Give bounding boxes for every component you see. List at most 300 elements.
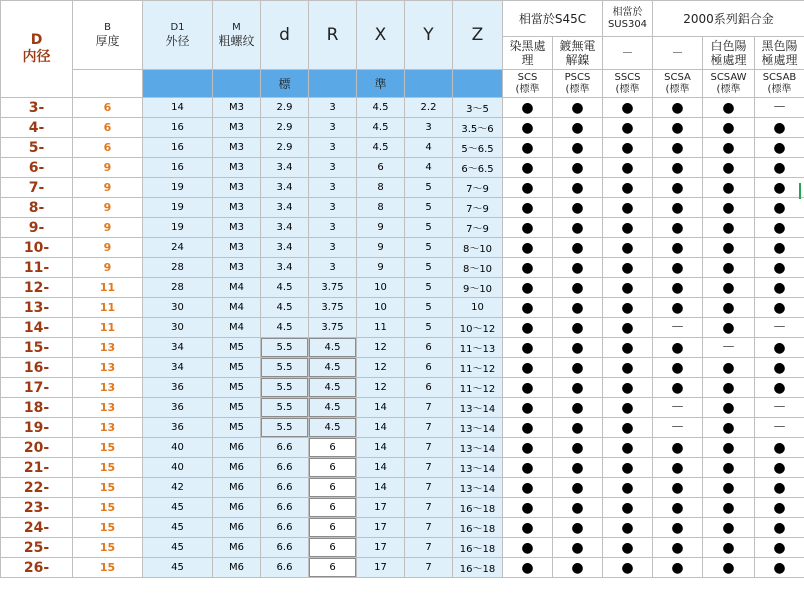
header-sub-white-line1: 白色陽 (710, 39, 747, 53)
cell-scsab: ● (755, 558, 804, 578)
cell-scs: ● (503, 358, 553, 378)
cell-sscs: ● (603, 258, 653, 278)
cell-x: 4.5 (357, 98, 405, 118)
cell-sscs: ● (603, 338, 653, 358)
cell-b: 13 (73, 338, 143, 358)
cell-d: 6- (1, 158, 73, 178)
cell-d1: 16 (143, 118, 213, 138)
cell-m: M3 (213, 258, 261, 278)
cell-sscs: ● (603, 498, 653, 518)
cell-scs: ● (503, 138, 553, 158)
cell-x: 17 (357, 498, 405, 518)
cell-scsab: ● (755, 358, 804, 378)
cell-scsa: ● (653, 558, 703, 578)
cell-scsa: ● (653, 278, 703, 298)
table-row (1, 158, 804, 178)
cell-d: 9- (1, 218, 73, 238)
code-scsaw-name: SCSAW (710, 71, 747, 83)
cell-scsa: － (653, 418, 703, 438)
cell-y: 3 (405, 118, 453, 138)
header-col-r: R (309, 1, 357, 70)
cell-scsab: ● (755, 238, 804, 258)
cell-r: 3 (309, 238, 357, 258)
header-d1-outer-diameter (143, 1, 213, 70)
cell-d-small: 3.4 (261, 238, 309, 258)
header-m-label: M (232, 22, 241, 33)
cell-scsaw: ● (703, 478, 755, 498)
cell-scsa: ● (653, 358, 703, 378)
std-y-cell (405, 70, 453, 98)
cell-scsaw: ● (703, 158, 755, 178)
code-scsab-name: SCSAB (762, 71, 797, 83)
cell-d: 26- (1, 558, 73, 578)
cell-pscs: ● (553, 258, 603, 278)
cell-scsaw: ● (703, 218, 755, 238)
cell-d1: 45 (143, 498, 213, 518)
table-row (1, 138, 804, 158)
cell-b: 11 (73, 318, 143, 338)
cell-d: 17- (1, 378, 73, 398)
cell-d: 21- (1, 458, 73, 478)
code-scsa-note: (標準 (665, 83, 690, 95)
cell-pscs: ● (553, 418, 603, 438)
cell-y: 7 (405, 478, 453, 498)
cell-r: 3 (309, 258, 357, 278)
code-scsaw (703, 70, 755, 98)
cell-scsa: ● (653, 458, 703, 478)
cell-d-small: 3.4 (261, 218, 309, 238)
std-label-2: 準 (357, 70, 405, 98)
cell-m: M6 (213, 558, 261, 578)
cell-x: 9 (357, 238, 405, 258)
cell-pscs: ● (553, 338, 603, 358)
header-sub-nickel (553, 37, 603, 70)
cell-sscs: ● (603, 238, 653, 258)
cell-r: 6 (309, 558, 357, 578)
cell-b: 13 (73, 358, 143, 378)
cell-scsab: ● (755, 538, 804, 558)
cell-d1: 30 (143, 298, 213, 318)
table-row (1, 538, 804, 558)
cell-d1: 34 (143, 358, 213, 378)
cell-d1: 24 (143, 238, 213, 258)
table-row (1, 458, 804, 478)
cell-z: 13～14 (453, 458, 503, 478)
header-d-sub: 内径 (22, 49, 51, 65)
cell-d: 15- (1, 338, 73, 358)
cell-scsab: ● (755, 178, 804, 198)
cell-d-small: 3.4 (261, 158, 309, 178)
cell-x: 4.5 (357, 118, 405, 138)
cell-r: 6 (309, 478, 357, 498)
header-group-s45c: 相當於S45C (503, 1, 603, 37)
cell-scsaw: － (703, 338, 755, 358)
cell-scs: ● (503, 278, 553, 298)
table-row (1, 518, 804, 538)
cell-y: 2.2 (405, 98, 453, 118)
cell-y: 6 (405, 358, 453, 378)
cell-d-small: 6.6 (261, 458, 309, 478)
cell-z: 16～18 (453, 518, 503, 538)
cell-r: 3 (309, 178, 357, 198)
table-row (1, 478, 804, 498)
cell-scsa: ● (653, 498, 703, 518)
code-pscs-note: (標準 (565, 83, 590, 95)
cell-r: 3 (309, 138, 357, 158)
cell-sscs: ● (603, 218, 653, 238)
cell-z: 7～9 (453, 198, 503, 218)
cell-d1: 36 (143, 418, 213, 438)
cell-pscs: ● (553, 558, 603, 578)
cell-d: 14- (1, 318, 73, 338)
cell-d: 10- (1, 238, 73, 258)
cell-d-small: 3.4 (261, 178, 309, 198)
cell-scs: ● (503, 338, 553, 358)
cell-b: 15 (73, 498, 143, 518)
cell-scsa: ● (653, 258, 703, 278)
cell-scs: ● (503, 258, 553, 278)
cell-scsaw: ● (703, 318, 755, 338)
cell-pscs: ● (553, 398, 603, 418)
cell-d-small: 4.5 (261, 318, 309, 338)
cell-y: 7 (405, 438, 453, 458)
header-sub-nickel-line1: 鍍無電 (559, 39, 596, 53)
cell-sscs: ● (603, 478, 653, 498)
cell-x: 14 (357, 398, 405, 418)
cell-scsab: ● (755, 198, 804, 218)
cell-scsab: ● (755, 218, 804, 238)
cell-d-small: 6.6 (261, 518, 309, 538)
table-row (1, 378, 804, 398)
cell-pscs: ● (553, 478, 603, 498)
cell-scsaw: ● (703, 178, 755, 198)
cell-sscs: ● (603, 438, 653, 458)
cell-b: 15 (73, 538, 143, 558)
cell-d1: 45 (143, 538, 213, 558)
cell-r: 4.5 (309, 398, 357, 418)
cell-m: M3 (213, 178, 261, 198)
cell-scsaw: ● (703, 518, 755, 538)
cell-z: 13～14 (453, 418, 503, 438)
cell-b: 9 (73, 178, 143, 198)
cell-d-small: 2.9 (261, 138, 309, 158)
cell-pscs: ● (553, 238, 603, 258)
cell-scsaw: ● (703, 138, 755, 158)
code-sscs-note: (標準 (615, 83, 640, 95)
cell-scs: ● (503, 458, 553, 478)
cell-z: 10～12 (453, 318, 503, 338)
cell-m: M5 (213, 358, 261, 378)
cell-scsa: ● (653, 338, 703, 358)
cell-d: 7- (1, 178, 73, 198)
code-scs (503, 70, 553, 98)
cell-scsa: ● (653, 438, 703, 458)
header-b-label: B (104, 22, 111, 33)
table-row (1, 98, 804, 118)
cell-b: 6 (73, 118, 143, 138)
cell-d-small: 2.9 (261, 118, 309, 138)
cell-b: 6 (73, 138, 143, 158)
cell-scs: ● (503, 98, 553, 118)
cell-scs: ● (503, 478, 553, 498)
cell-b: 15 (73, 458, 143, 478)
cell-scsaw: ● (703, 258, 755, 278)
cell-b: 13 (73, 398, 143, 418)
cell-r: 4.5 (309, 358, 357, 378)
cell-z: 3～5 (453, 98, 503, 118)
cell-z: 7～9 (453, 178, 503, 198)
cell-scsa: － (653, 318, 703, 338)
header-d-inner-diameter (1, 1, 73, 98)
cell-scs: ● (503, 218, 553, 238)
cell-d1: 40 (143, 458, 213, 478)
cell-y: 7 (405, 518, 453, 538)
cell-b: 15 (73, 438, 143, 458)
cell-b: 9 (73, 218, 143, 238)
header-d-label: D (30, 32, 43, 48)
cell-scsab: ● (755, 518, 804, 538)
cell-scsab: ● (755, 458, 804, 478)
header-col-y: Y (405, 1, 453, 70)
cell-x: 17 (357, 518, 405, 538)
cell-scsab: ● (755, 478, 804, 498)
cell-m: M5 (213, 418, 261, 438)
cell-r: 3.75 (309, 278, 357, 298)
cell-r: 3 (309, 98, 357, 118)
header-sub-white-line2: 極處理 (710, 53, 747, 67)
cell-d1: 28 (143, 278, 213, 298)
cell-scsab: ● (755, 338, 804, 358)
cell-scsa: ● (653, 158, 703, 178)
cell-m: M3 (213, 98, 261, 118)
cell-d: 13- (1, 298, 73, 318)
cell-z: 10 (453, 298, 503, 318)
cell-scsab: ● (755, 138, 804, 158)
cell-scs: ● (503, 318, 553, 338)
cell-z: 11～12 (453, 358, 503, 378)
cell-scs: ● (503, 298, 553, 318)
cell-scs: ● (503, 538, 553, 558)
cell-selection-marker (799, 183, 804, 199)
cell-d: 19- (1, 418, 73, 438)
header-b-sub: 厚度 (95, 34, 120, 48)
cell-m: M4 (213, 318, 261, 338)
cell-z: 16～18 (453, 558, 503, 578)
cell-z: 9～10 (453, 278, 503, 298)
cell-y: 7 (405, 498, 453, 518)
cell-scsa: ● (653, 518, 703, 538)
cell-z: 16～18 (453, 498, 503, 518)
cell-b: 9 (73, 158, 143, 178)
table-row (1, 318, 804, 338)
cell-d1: 36 (143, 398, 213, 418)
cell-scs: ● (503, 178, 553, 198)
cell-scsaw: ● (703, 418, 755, 438)
cell-pscs: ● (553, 158, 603, 178)
cell-sscs: ● (603, 378, 653, 398)
cell-sscs: ● (603, 198, 653, 218)
header-sub-dash-2: － (653, 37, 703, 70)
cell-sscs: ● (603, 558, 653, 578)
table-row (1, 398, 804, 418)
table-row (1, 498, 804, 518)
header-m-thread (213, 1, 261, 70)
std-label-1: 標 (261, 70, 309, 98)
cell-m: M5 (213, 338, 261, 358)
cell-scsab: ● (755, 498, 804, 518)
cell-m: M6 (213, 438, 261, 458)
cell-d-small: 6.6 (261, 538, 309, 558)
header-col-x: X (357, 1, 405, 70)
cell-sscs: ● (603, 418, 653, 438)
cell-scs: ● (503, 498, 553, 518)
code-pscs-name: PSCS (564, 71, 591, 83)
cell-sscs: ● (603, 138, 653, 158)
cell-d-small: 4.5 (261, 298, 309, 318)
header-sub-black-line1: 染黑處 (509, 39, 546, 53)
cell-d-small: 5.5 (261, 338, 309, 358)
cell-d1: 42 (143, 478, 213, 498)
cell-r: 6 (309, 438, 357, 458)
cell-sscs: ● (603, 538, 653, 558)
std-r-cell (309, 70, 357, 98)
cell-x: 14 (357, 458, 405, 478)
cell-z: 11～13 (453, 338, 503, 358)
cell-r: 6 (309, 538, 357, 558)
header-col-z: Z (453, 1, 503, 70)
cell-x: 17 (357, 558, 405, 578)
cell-x: 11 (357, 318, 405, 338)
std-b-cell (73, 70, 143, 98)
cell-d-small: 6.6 (261, 438, 309, 458)
code-scs-note: (標準 (515, 83, 540, 95)
cell-scsa: ● (653, 298, 703, 318)
cell-r: 4.5 (309, 418, 357, 438)
cell-scs: ● (503, 378, 553, 398)
cell-d1: 45 (143, 558, 213, 578)
cell-d: 16- (1, 358, 73, 378)
cell-x: 8 (357, 198, 405, 218)
cell-x: 10 (357, 278, 405, 298)
cell-m: M6 (213, 538, 261, 558)
cell-pscs: ● (553, 298, 603, 318)
code-scs-name: SCS (517, 71, 538, 83)
cell-d: 25- (1, 538, 73, 558)
cell-d1: 16 (143, 138, 213, 158)
code-sscs (603, 70, 653, 98)
cell-b: 9 (73, 198, 143, 218)
cell-scsa: － (653, 398, 703, 418)
cell-d1: 34 (143, 338, 213, 358)
cell-r: 3 (309, 158, 357, 178)
cell-z: 16～18 (453, 538, 503, 558)
cell-y: 7 (405, 418, 453, 438)
cell-b: 9 (73, 238, 143, 258)
cell-y: 5 (405, 258, 453, 278)
header-group-sus304 (603, 1, 653, 37)
cell-scsa: ● (653, 98, 703, 118)
cell-scsaw: ● (703, 198, 755, 218)
cell-z: 11～12 (453, 378, 503, 398)
cell-sscs: ● (603, 318, 653, 338)
header-sub-blk-line1: 黑色陽 (761, 39, 798, 53)
header-sus304-line1: 相當於 (612, 6, 643, 18)
cell-r: 3.75 (309, 298, 357, 318)
header-b-thickness (73, 1, 143, 70)
cell-pscs: ● (553, 218, 603, 238)
cell-x: 4.5 (357, 138, 405, 158)
std-d1-cell (143, 70, 213, 98)
cell-r: 3 (309, 218, 357, 238)
cell-d: 4- (1, 118, 73, 138)
cell-m: M4 (213, 298, 261, 318)
header-sub-black-anodize (755, 37, 804, 70)
header-d1-sub: 外径 (165, 34, 190, 48)
cell-y: 5 (405, 218, 453, 238)
cell-sscs: ● (603, 458, 653, 478)
cell-d1: 19 (143, 218, 213, 238)
cell-x: 14 (357, 478, 405, 498)
cell-m: M3 (213, 218, 261, 238)
cell-d: 24- (1, 518, 73, 538)
table-row (1, 198, 804, 218)
cell-scsab: － (755, 318, 804, 338)
header-sub-blk-line2: 極處理 (761, 53, 798, 67)
cell-sscs: ● (603, 518, 653, 538)
cell-b: 13 (73, 418, 143, 438)
header-sub-nickel-line2: 解鎳 (565, 53, 590, 67)
code-scsab (755, 70, 804, 98)
cell-scsaw: ● (703, 458, 755, 478)
cell-scsaw: ● (703, 278, 755, 298)
cell-scsa: ● (653, 478, 703, 498)
cell-x: 6 (357, 158, 405, 178)
cell-pscs: ● (553, 118, 603, 138)
cell-d: 12- (1, 278, 73, 298)
cell-b: 6 (73, 98, 143, 118)
cell-b: 13 (73, 378, 143, 398)
cell-scsaw: ● (703, 498, 755, 518)
code-scsab-note: (標準 (767, 83, 792, 95)
cell-z: 5～6.5 (453, 138, 503, 158)
cell-x: 10 (357, 298, 405, 318)
cell-sscs: ● (603, 278, 653, 298)
cell-scsab: ● (755, 118, 804, 138)
cell-pscs: ● (553, 278, 603, 298)
cell-pscs: ● (553, 378, 603, 398)
table-row (1, 338, 804, 358)
cell-b: 15 (73, 518, 143, 538)
cell-y: 6 (405, 338, 453, 358)
code-pscs (553, 70, 603, 98)
cell-m: M3 (213, 198, 261, 218)
cell-d: 23- (1, 498, 73, 518)
cell-scsab: － (755, 418, 804, 438)
cell-scsa: ● (653, 378, 703, 398)
cell-sscs: ● (603, 158, 653, 178)
cell-y: 7 (405, 458, 453, 478)
cell-y: 5 (405, 318, 453, 338)
cell-x: 14 (357, 438, 405, 458)
cell-m: M4 (213, 278, 261, 298)
cell-scs: ● (503, 158, 553, 178)
std-m-cell (213, 70, 261, 98)
cell-scsaw: ● (703, 438, 755, 458)
cell-d1: 14 (143, 98, 213, 118)
cell-scsaw: ● (703, 378, 755, 398)
cell-pscs: ● (553, 138, 603, 158)
table-row (1, 418, 804, 438)
